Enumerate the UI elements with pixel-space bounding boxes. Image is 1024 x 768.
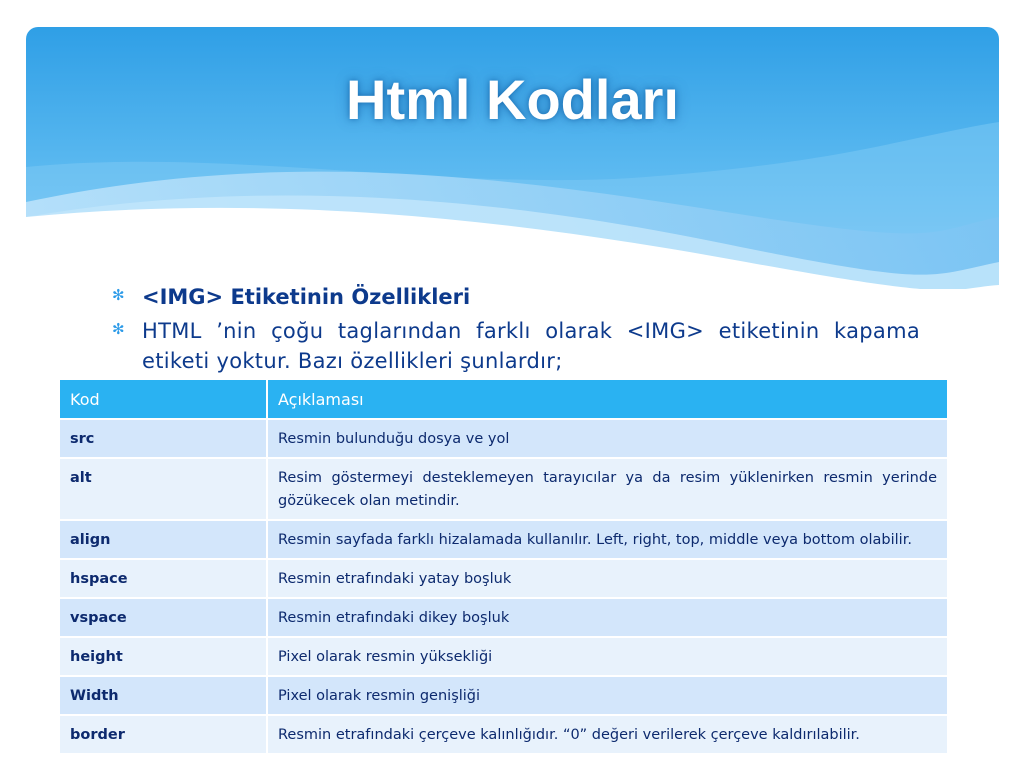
attribute-description: Pixel olarak resmin genişliği: [267, 676, 948, 715]
bullet-text: HTML ’nin çoğu taglarından farklı olarak <IMG> etiketinin kapama etiketi yoktur. Bazı özellikleri şunlardır;: [142, 319, 920, 373]
asterisk-bullet-icon: ✻: [112, 320, 125, 338]
attribute-description: Resim göstermeyi desteklemeyen tarayıcılar ya da resim yüklenirken resmin yerinde gözükecek olan metindir.: [267, 458, 948, 520]
table-header-row: [60, 380, 948, 419]
attribute-description: Resmin etrafındaki çerçeve kalınlığıdır. “0” değeri verilerek çerçeve kaldırılabilir.: [267, 715, 948, 753]
attribute-code: Width: [60, 676, 267, 715]
banner-wave-graphic: [26, 27, 999, 289]
attribute-description: Resmin bulunduğu dosya ve yol: [267, 419, 948, 458]
attribute-description: Resmin etrafındaki dikey boşluk: [267, 598, 948, 637]
header-banner: [26, 27, 999, 289]
attribute-code: border: [60, 715, 267, 753]
bullet-item: [108, 316, 920, 376]
attribute-description: Pixel olarak resmin yüksekliği: [267, 637, 948, 676]
attribute-description: Resmin etrafındaki yatay boşluk: [267, 559, 948, 598]
attribute-description: Resmin sayfada farklı hizalamada kullanılır. Left, right, top, middle veya bottom olabilir.: [267, 520, 948, 559]
slide-title: Html Kodları: [346, 68, 679, 131]
img-attributes-table: [60, 380, 949, 753]
column-header-description: Açıklaması: [267, 380, 948, 419]
attribute-code: align: [60, 520, 267, 559]
attribute-code: hspace: [60, 559, 267, 598]
bullet-item: [108, 282, 920, 312]
bullet-list: [108, 282, 920, 376]
attribute-code: alt: [60, 458, 267, 520]
table-row: [60, 598, 948, 637]
column-header-code: Kod: [60, 380, 267, 419]
bullet-text: <IMG> Etiketinin Özellikleri: [142, 285, 471, 309]
table-row: [60, 715, 948, 753]
table-row: [60, 458, 948, 520]
attribute-code: height: [60, 637, 267, 676]
table-row: [60, 676, 948, 715]
asterisk-bullet-icon: ✻: [112, 286, 125, 304]
table-row: [60, 419, 948, 458]
attribute-code: vspace: [60, 598, 267, 637]
table-row: [60, 559, 948, 598]
table-row: [60, 520, 948, 559]
table-row: [60, 637, 948, 676]
attribute-code: src: [60, 419, 267, 458]
